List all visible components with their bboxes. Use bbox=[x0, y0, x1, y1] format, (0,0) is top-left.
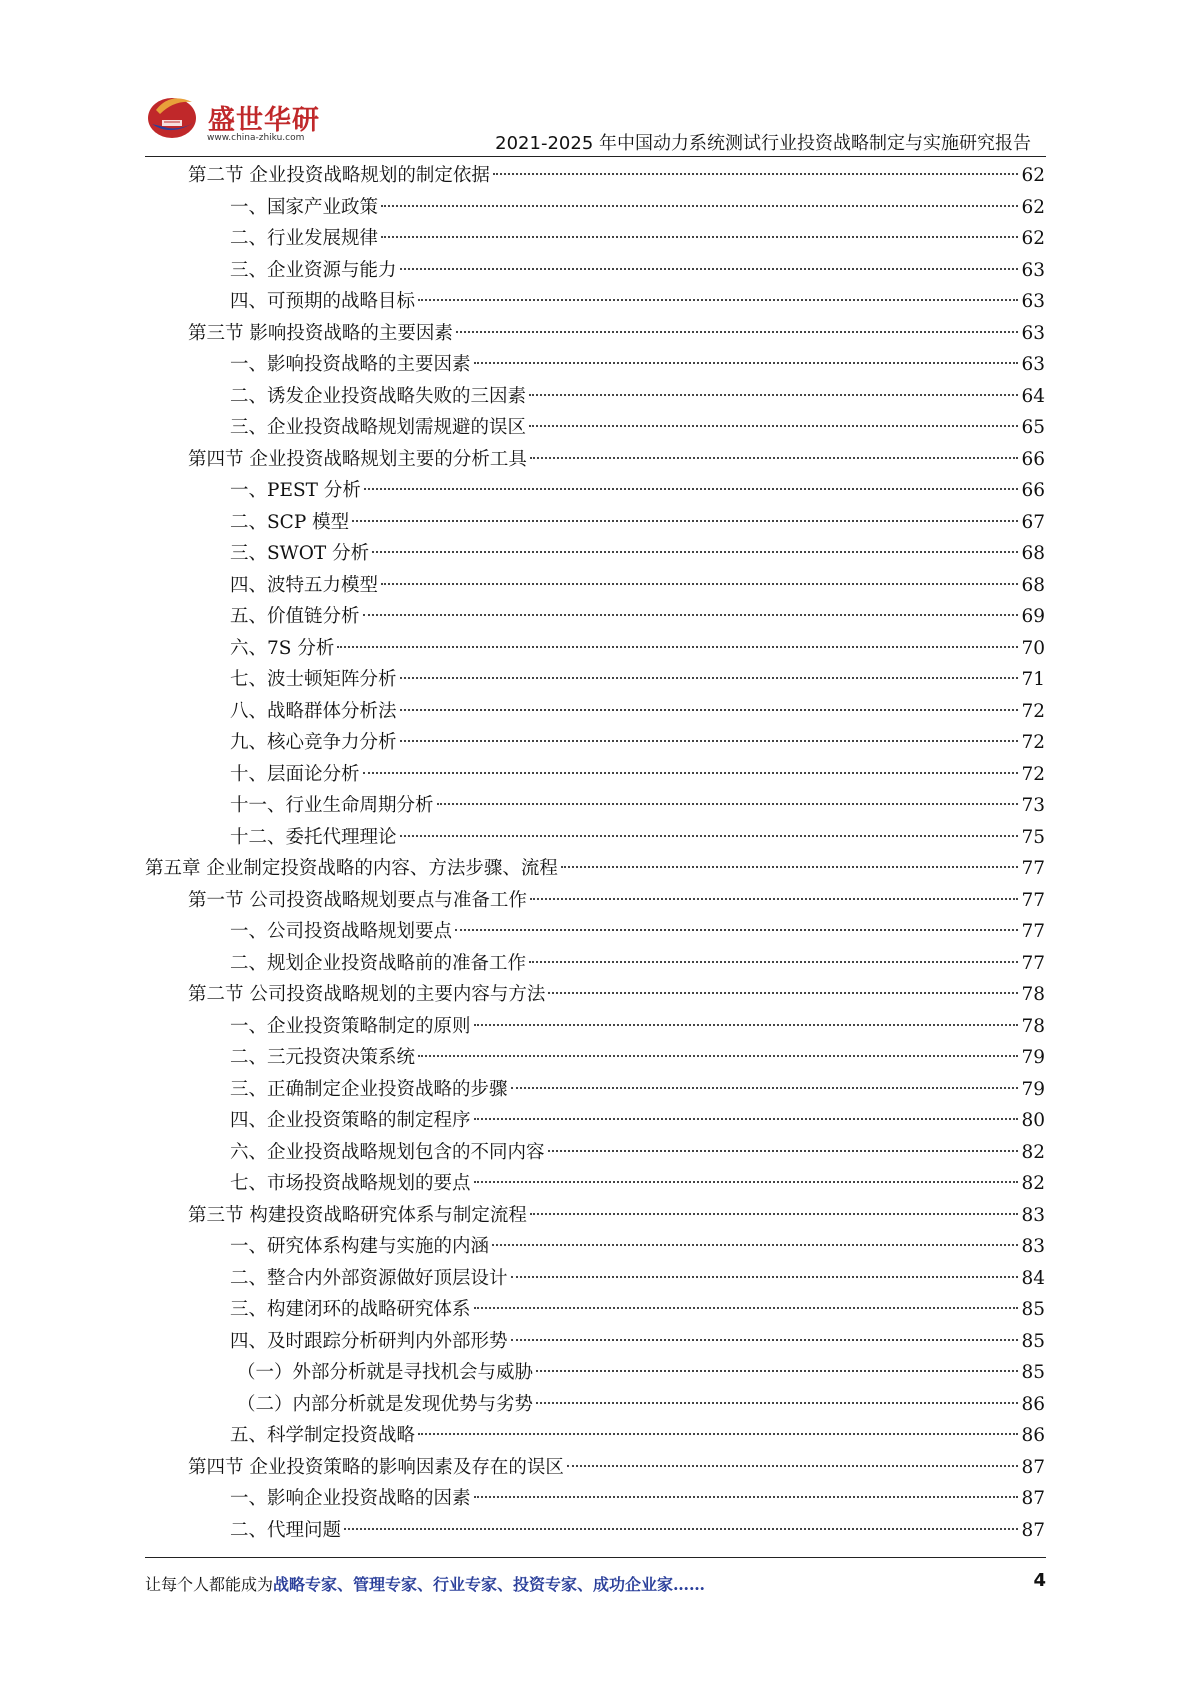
toc-entry[interactable] bbox=[145, 538, 1045, 570]
toc-entry-page: 68 bbox=[1021, 574, 1045, 596]
toc-entry-title: 一、公司投资战略规划要点 bbox=[230, 921, 453, 942]
header-divider bbox=[145, 156, 1046, 157]
toc-leader-dots bbox=[400, 677, 1019, 679]
toc-entry-title: 一、影响投资战略的主要因素 bbox=[230, 354, 471, 375]
toc-entry-page: 78 bbox=[1021, 984, 1045, 1005]
toc-entry-page: 72 bbox=[1021, 732, 1045, 753]
toc-entry-page: 80 bbox=[1021, 1110, 1045, 1131]
toc-entry[interactable] bbox=[145, 1137, 1045, 1169]
toc-entry-title: 第四节 企业投资战略规划主要的分析工具 bbox=[188, 448, 527, 470]
footer-slogan bbox=[145, 1572, 705, 1595]
toc-entry-page: 87 bbox=[1021, 1456, 1045, 1478]
toc-leader-dots bbox=[337, 646, 1018, 648]
toc-entry[interactable] bbox=[145, 381, 1045, 413]
toc-leader-dots bbox=[529, 425, 1018, 427]
toc-entry-page: 77 bbox=[1021, 952, 1045, 974]
toc-entry-page: 86 bbox=[1021, 1393, 1045, 1415]
toc-entry[interactable] bbox=[145, 601, 1045, 633]
toc-leader-dots bbox=[530, 1213, 1019, 1215]
toc-entry[interactable] bbox=[145, 1042, 1045, 1074]
toc-entry-page: 71 bbox=[1021, 669, 1045, 690]
toc-entry-page: 62 bbox=[1021, 196, 1045, 218]
toc-entry-title: 第五章 企业制定投资战略的内容、方法步骤、流程 bbox=[145, 858, 558, 879]
toc-entry[interactable] bbox=[145, 1294, 1045, 1326]
toc-entry[interactable] bbox=[145, 696, 1045, 728]
toc-entry-title: 七、市场投资战略规划的要点 bbox=[230, 1173, 471, 1194]
toc-entry-title: （一）外部分析就是寻找机会与威胁 bbox=[237, 1362, 534, 1383]
toc-entry[interactable] bbox=[145, 1263, 1045, 1295]
toc-entry-page: 79 bbox=[1021, 1047, 1045, 1068]
toc-entry[interactable] bbox=[145, 475, 1045, 507]
toc-entry[interactable] bbox=[145, 507, 1045, 539]
toc-entry-page: 73 bbox=[1021, 795, 1045, 816]
toc-leader-dots bbox=[567, 1465, 1019, 1467]
toc-entry-page: 69 bbox=[1021, 606, 1045, 627]
toc-entry[interactable] bbox=[145, 1105, 1045, 1137]
toc-entry-page: 78 bbox=[1021, 1015, 1045, 1037]
toc-leader-dots bbox=[511, 1087, 1019, 1089]
footer-slogan-highlight: 战略专家、管理专家、行业专家、投资专家、成功企业家…… bbox=[273, 1575, 706, 1594]
toc-entry-title: 十、层面论分析 bbox=[230, 763, 360, 785]
toc-leader-dots bbox=[418, 1055, 1018, 1057]
toc-leader-dots bbox=[474, 1118, 1019, 1120]
toc-entry-page: 66 bbox=[1021, 448, 1045, 470]
toc-entry[interactable] bbox=[145, 412, 1045, 444]
toc-entry[interactable] bbox=[145, 1231, 1045, 1263]
toc-entry-title: 九、核心竞争力分析 bbox=[230, 732, 397, 753]
toc-entry[interactable] bbox=[145, 192, 1045, 224]
toc-leader-dots bbox=[455, 929, 1018, 931]
toc-entry[interactable] bbox=[145, 885, 1045, 917]
toc-leader-dots bbox=[381, 583, 1018, 585]
toc-entry[interactable] bbox=[145, 286, 1045, 318]
toc-entry-title: 六、7S 分析 bbox=[230, 637, 335, 659]
toc-entry-title: 四、及时跟踪分析研判内外部形势 bbox=[230, 1330, 508, 1352]
toc-leader-dots bbox=[418, 299, 1018, 301]
toc-entry[interactable] bbox=[145, 664, 1045, 696]
toc-entry-title: 七、波士顿矩阵分析 bbox=[230, 669, 397, 690]
toc-entry-page: 72 bbox=[1021, 763, 1045, 785]
toc-leader-dots bbox=[511, 1276, 1019, 1278]
toc-entry[interactable] bbox=[145, 1074, 1045, 1106]
toc-leader-dots bbox=[561, 866, 1019, 868]
toc-entry-page: 67 bbox=[1021, 511, 1045, 533]
toc-entry-page: 66 bbox=[1021, 480, 1045, 501]
table-of-contents bbox=[145, 160, 1045, 1546]
toc-entry-title: 十二、委托代理理论 bbox=[230, 826, 397, 848]
toc-entry-title: 三、企业投资战略规划需规避的误区 bbox=[230, 417, 527, 438]
toc-entry[interactable] bbox=[145, 223, 1045, 255]
toc-entry[interactable] bbox=[145, 255, 1045, 287]
toc-entry[interactable] bbox=[145, 790, 1045, 822]
toc-entry[interactable] bbox=[145, 1326, 1045, 1358]
toc-entry[interactable] bbox=[145, 160, 1045, 192]
page-number: 4 bbox=[1033, 1570, 1046, 1591]
toc-leader-dots bbox=[364, 488, 1019, 490]
toc-entry-title: 第三节 影响投资战略的主要因素 bbox=[188, 322, 453, 344]
toc-entry-title: 一、PEST 分析 bbox=[230, 480, 361, 501]
toc-entry[interactable] bbox=[145, 1011, 1045, 1043]
toc-entry-page: 77 bbox=[1021, 921, 1045, 942]
toc-leader-dots bbox=[400, 835, 1019, 837]
toc-entry-page: 62 bbox=[1021, 228, 1045, 249]
toc-entry-title: 一、研究体系构建与实施的内涵 bbox=[230, 1236, 490, 1257]
toc-leader-dots bbox=[529, 961, 1018, 963]
toc-entry[interactable] bbox=[145, 979, 1045, 1011]
toc-leader-dots bbox=[381, 236, 1018, 238]
toc-entry-page: 65 bbox=[1021, 417, 1045, 438]
toc-leader-dots bbox=[548, 1150, 1019, 1152]
toc-entry-page: 77 bbox=[1021, 858, 1045, 879]
toc-entry[interactable] bbox=[145, 759, 1045, 791]
toc-entry-title: 二、SCP 模型 bbox=[230, 511, 350, 533]
toc-entry-title: 三、企业资源与能力 bbox=[230, 259, 397, 281]
toc-entry-title: 五、价值链分析 bbox=[230, 606, 360, 627]
toc-entry[interactable] bbox=[145, 822, 1045, 854]
toc-entry[interactable] bbox=[145, 1168, 1045, 1200]
toc-entry-page: 68 bbox=[1021, 543, 1045, 564]
toc-entry[interactable] bbox=[145, 1515, 1045, 1547]
toc-entry[interactable] bbox=[145, 444, 1045, 476]
toc-entry[interactable] bbox=[145, 1420, 1045, 1452]
toc-entry-page: 83 bbox=[1021, 1236, 1045, 1257]
toc-entry-title: 十一、行业生命周期分析 bbox=[230, 795, 434, 816]
toc-leader-dots bbox=[363, 614, 1019, 616]
logo-url: www.china-zhiku.com bbox=[207, 133, 305, 143]
toc-entry-title: 一、企业投资策略制定的原则 bbox=[230, 1015, 471, 1037]
toc-leader-dots bbox=[511, 1339, 1019, 1341]
toc-entry[interactable] bbox=[145, 1200, 1045, 1232]
toc-entry-page: 63 bbox=[1021, 291, 1045, 312]
toc-leader-dots bbox=[344, 1528, 1018, 1530]
toc-entry[interactable] bbox=[145, 1389, 1045, 1421]
toc-entry-page: 87 bbox=[1021, 1488, 1045, 1509]
toc-entry[interactable] bbox=[145, 916, 1045, 948]
toc-leader-dots bbox=[363, 772, 1019, 774]
toc-entry-page: 85 bbox=[1021, 1362, 1045, 1383]
toc-entry-page: 85 bbox=[1021, 1299, 1045, 1320]
toc-leader-dots bbox=[536, 1370, 1018, 1372]
toc-entry-title: 三、构建闭环的战略研究体系 bbox=[230, 1299, 471, 1320]
toc-entry-title: 四、可预期的战略目标 bbox=[230, 291, 416, 312]
toc-entry-title: 二、三元投资决策系统 bbox=[230, 1047, 416, 1068]
toc-entry-page: 72 bbox=[1021, 700, 1045, 722]
toc-leader-dots bbox=[400, 740, 1019, 742]
toc-entry-title: 第二节 公司投资战略规划的主要内容与方法 bbox=[188, 984, 546, 1005]
toc-entry-page: 77 bbox=[1021, 889, 1045, 911]
toc-entry-title: 五、科学制定投资战略 bbox=[230, 1425, 416, 1446]
toc-entry-title: 第三节 构建投资战略研究体系与制定流程 bbox=[188, 1204, 527, 1226]
report-title: 2021-2025 年中国动力系统测试行业投资战略制定与实施研究报告 bbox=[495, 133, 1031, 154]
toc-leader-dots bbox=[474, 1307, 1019, 1309]
toc-entry-title: （二）内部分析就是发现优势与劣势 bbox=[237, 1393, 534, 1415]
toc-entry[interactable] bbox=[145, 1483, 1045, 1515]
toc-entry-page: 85 bbox=[1021, 1330, 1045, 1352]
toc-entry-page: 63 bbox=[1021, 259, 1045, 281]
toc-entry-page: 70 bbox=[1021, 637, 1045, 659]
toc-leader-dots bbox=[474, 1024, 1019, 1026]
toc-entry-page: 87 bbox=[1021, 1519, 1045, 1541]
toc-leader-dots bbox=[530, 457, 1019, 459]
toc-entry[interactable] bbox=[145, 349, 1045, 381]
toc-entry[interactable] bbox=[145, 948, 1045, 980]
toc-entry[interactable] bbox=[145, 727, 1045, 759]
toc-entry[interactable] bbox=[145, 633, 1045, 665]
toc-entry-page: 64 bbox=[1021, 385, 1045, 407]
toc-entry-page: 75 bbox=[1021, 826, 1045, 848]
toc-entry-title: 第二节 企业投资战略规划的制定依据 bbox=[188, 165, 490, 186]
toc-leader-dots bbox=[492, 1244, 1018, 1246]
toc-entry[interactable] bbox=[145, 570, 1045, 602]
toc-entry-title: 第一节 公司投资战略规划要点与准备工作 bbox=[188, 889, 527, 911]
toc-entry-title: 四、企业投资策略的制定程序 bbox=[230, 1110, 471, 1131]
toc-leader-dots bbox=[474, 1496, 1019, 1498]
toc-entry-page: 63 bbox=[1021, 322, 1045, 344]
toc-entry-title: 八、战略群体分析法 bbox=[230, 700, 397, 722]
toc-entry-page: 82 bbox=[1021, 1173, 1045, 1194]
toc-entry-title: 二、规划企业投资战略前的准备工作 bbox=[230, 952, 527, 974]
toc-leader-dots bbox=[372, 551, 1018, 553]
toc-entry[interactable] bbox=[145, 1452, 1045, 1484]
toc-entry-title: 三、正确制定企业投资战略的步骤 bbox=[230, 1078, 508, 1100]
toc-entry[interactable] bbox=[145, 1357, 1045, 1389]
toc-entry-page: 63 bbox=[1021, 354, 1045, 375]
toc-entry-title: 三、SWOT 分析 bbox=[230, 543, 370, 564]
toc-leader-dots bbox=[493, 173, 1019, 175]
toc-entry-title: 六、企业投资战略规划包含的不同内容 bbox=[230, 1141, 545, 1163]
toc-leader-dots bbox=[536, 1402, 1018, 1404]
toc-leader-dots bbox=[474, 362, 1019, 364]
toc-entry-title: 二、行业发展规律 bbox=[230, 228, 379, 249]
toc-entry-page: 62 bbox=[1021, 165, 1045, 186]
logo-name: 盛世华研 bbox=[208, 105, 320, 136]
toc-leader-dots bbox=[381, 205, 1018, 207]
toc-entry-title: 一、国家产业政策 bbox=[230, 196, 379, 218]
toc-leader-dots bbox=[530, 898, 1019, 900]
toc-entry-page: 79 bbox=[1021, 1078, 1045, 1100]
toc-entry[interactable] bbox=[145, 318, 1045, 350]
toc-leader-dots bbox=[418, 1433, 1018, 1435]
footer-divider bbox=[145, 1557, 1046, 1558]
toc-entry-page: 86 bbox=[1021, 1425, 1045, 1446]
toc-leader-dots bbox=[400, 268, 1019, 270]
toc-leader-dots bbox=[437, 803, 1019, 805]
toc-entry-title: 二、诱发企业投资战略失败的三因素 bbox=[230, 385, 527, 407]
toc-entry-title: 二、代理问题 bbox=[230, 1519, 342, 1541]
toc-entry-title: 第四节 企业投资策略的影响因素及存在的误区 bbox=[188, 1456, 564, 1478]
toc-entry-page: 83 bbox=[1021, 1204, 1045, 1226]
toc-leader-dots bbox=[548, 992, 1018, 994]
toc-entry-page: 84 bbox=[1021, 1267, 1045, 1289]
toc-entry-title: 二、整合内外部资源做好顶层设计 bbox=[230, 1267, 508, 1289]
toc-leader-dots bbox=[456, 331, 1019, 333]
toc-leader-dots bbox=[400, 709, 1019, 711]
toc-leader-dots bbox=[529, 394, 1018, 396]
toc-entry-page: 82 bbox=[1021, 1141, 1045, 1163]
toc-entry[interactable] bbox=[145, 853, 1045, 885]
toc-entry-title: 一、影响企业投资战略的因素 bbox=[230, 1488, 471, 1509]
toc-entry-title: 四、波特五力模型 bbox=[230, 574, 379, 596]
toc-leader-dots bbox=[352, 520, 1018, 522]
toc-leader-dots bbox=[474, 1181, 1019, 1183]
footer-slogan-prefix: 让每个人都能成为 bbox=[145, 1575, 274, 1594]
